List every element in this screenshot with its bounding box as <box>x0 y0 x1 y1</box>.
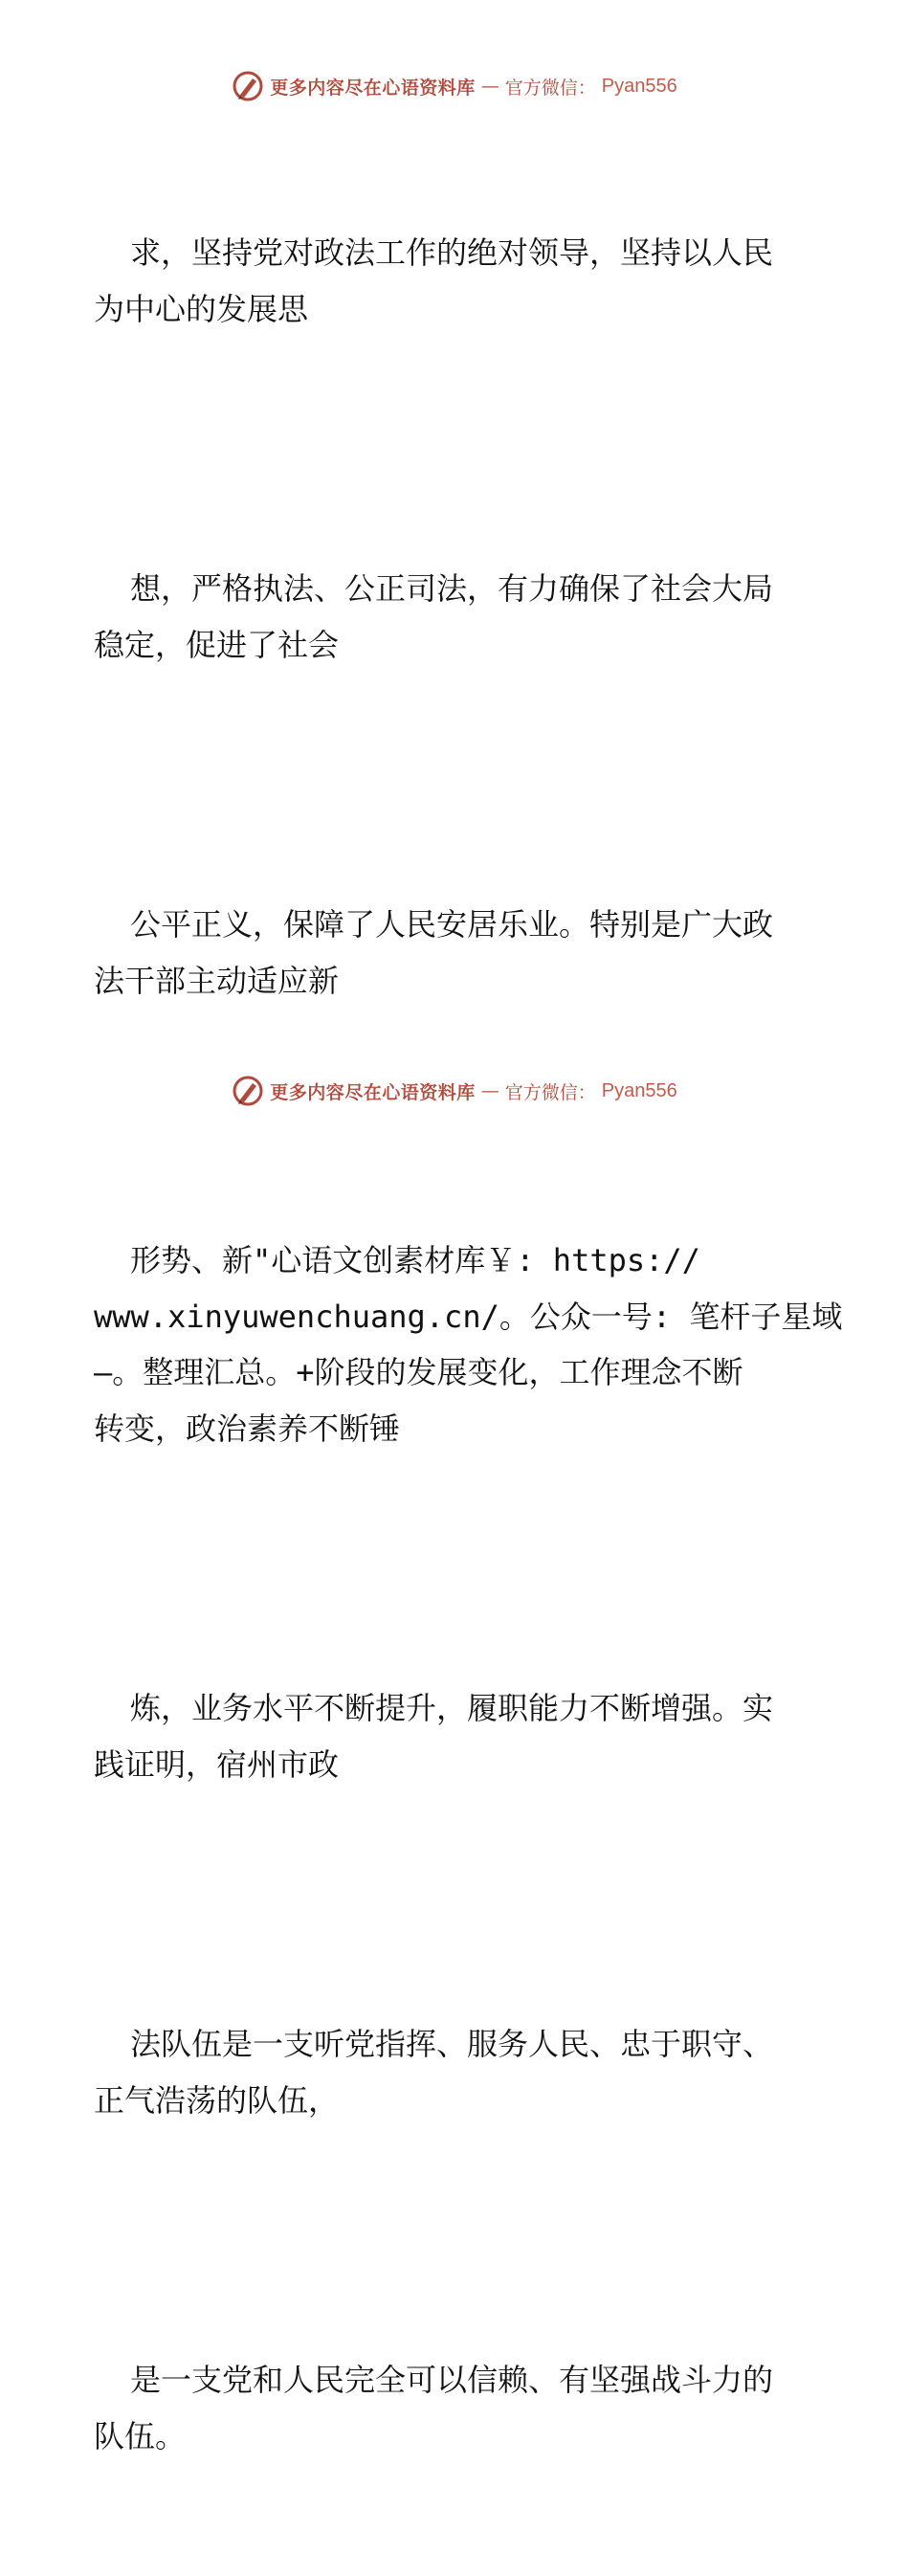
watermark-main-text: 更多内容尽在心语资料库 <box>270 77 476 99</box>
text-line: 队伍。 <box>94 2417 187 2454</box>
text-line: 想，严格执法、公正司法，有力确保了社会大局 <box>130 570 774 607</box>
watermark-sub-text: 官方微信： <box>504 77 596 99</box>
footer-watermark <box>0 1072 909 1110</box>
paragraph <box>94 2240 821 2576</box>
pen-logo-icon <box>232 70 264 102</box>
text-line: 炼，业务水平不断提升，履职能力不断增强。实 <box>130 1690 774 1726</box>
text-line: 公平正义，保障了人民安居乐业。特别是广大政 <box>130 906 774 943</box>
paragraph <box>94 1904 821 2240</box>
watermark-main-text: 更多内容尽在心语资料库 <box>270 1081 476 1103</box>
text-line: 正气浩荡的队伍， <box>94 2081 340 2119</box>
text-line: —。整理汇总。+阶段的发展变化，工作理念不断 <box>94 1354 743 1390</box>
pen-logo-icon <box>232 1075 264 1107</box>
document-body <box>94 113 843 2576</box>
text-line: 为中心的发展思 <box>94 290 309 327</box>
text-line: 是一支党和人民完全可以信赖、有坚强战斗力的 <box>130 2362 774 2398</box>
paragraph <box>94 1568 821 1904</box>
paragraph <box>94 449 821 785</box>
watermark-sub-text: 官方微信： <box>504 1081 596 1103</box>
watermark-separator: — <box>480 1080 499 1101</box>
text-line: 稳定，促进了社会 <box>94 626 340 663</box>
text-line: 践证明，宿州市政 <box>94 1745 340 1783</box>
header-watermark <box>0 67 909 105</box>
watermark-id: Pyan556 <box>601 1079 677 1101</box>
paragraph <box>94 1121 843 1568</box>
watermark-separator: — <box>480 76 499 97</box>
text-line: 形势、新"心语文创素材库￥: https:// <box>130 1242 700 1278</box>
watermark-id: Pyan556 <box>601 75 677 97</box>
text-line: 法干部主动适应新 <box>94 962 340 999</box>
text-line: 求，坚持党对政法工作的绝对领导，坚持以人民 <box>130 234 774 271</box>
url-text-line: www.xinyuwenchuang.cn/。公众一号: 笔杆子星域 <box>94 1298 843 1335</box>
text-line: 转变，政治素养不断锤 <box>94 1410 401 1447</box>
paragraph <box>94 113 821 449</box>
paragraph <box>94 785 821 1121</box>
text-line: 法队伍是一支听党指挥、服务人民、忠于职守、 <box>130 2026 774 2062</box>
